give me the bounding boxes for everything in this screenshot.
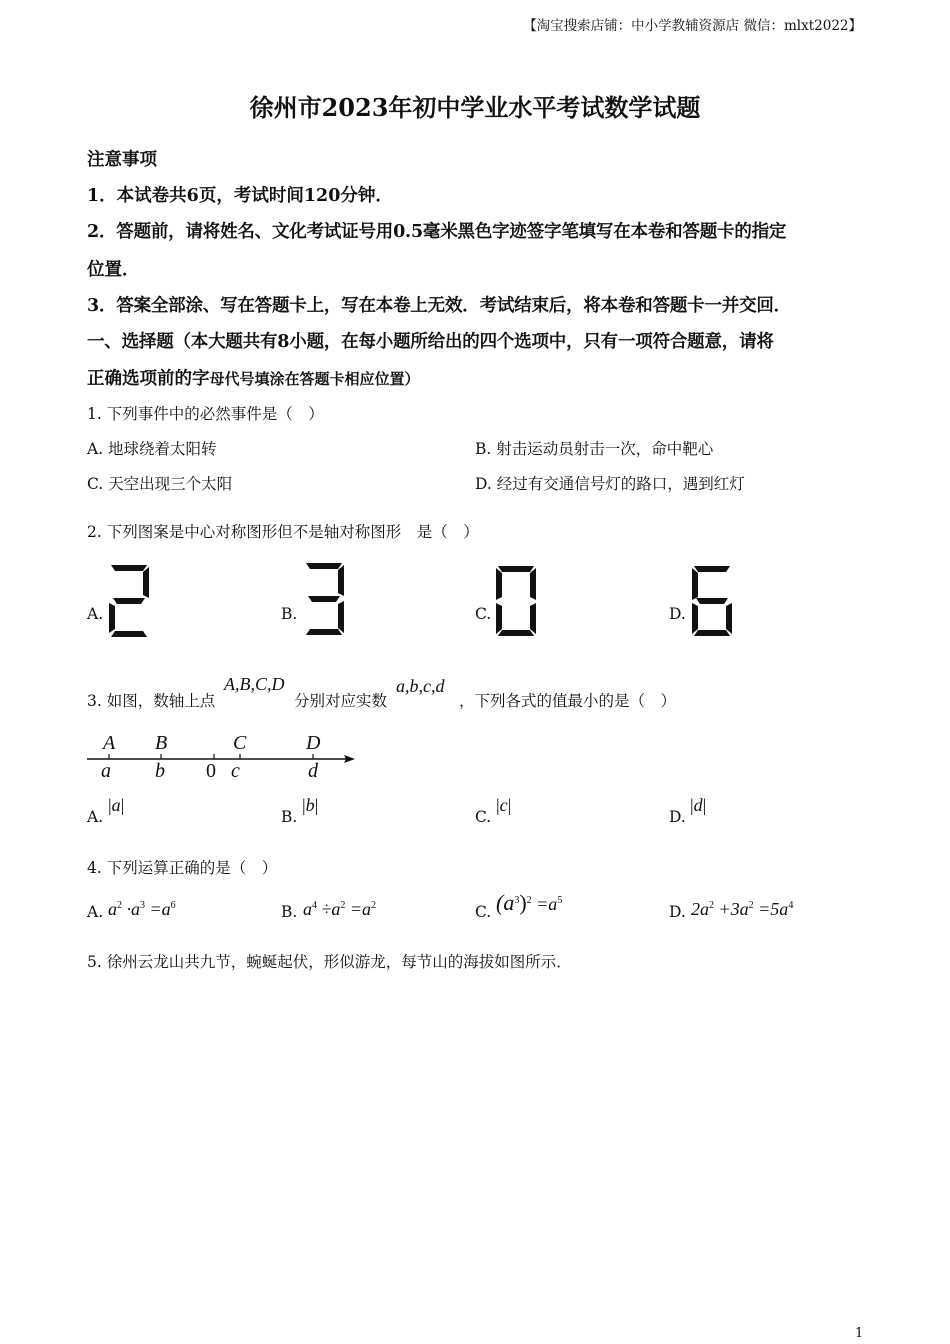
- q4d-t3: =5a: [758, 899, 789, 919]
- axis-label-A: A: [103, 732, 116, 754]
- section-heading: 一、选择题（本大题共有8小题，在每小题所给出的四个选项中，只有一项符合题意，请将: [87, 332, 774, 352]
- q1-option-c: C. 天空出现三个太阳: [87, 475, 233, 493]
- q4a-t2: ·a: [126, 899, 140, 919]
- q4-option-b-expr: [303, 899, 376, 920]
- q2-option-c-label: C.: [475, 605, 492, 623]
- q3-stem-c: ，下列各式的值最小的是（ ）: [459, 692, 677, 710]
- q1-stem: 1. 下列事件中的必然事件是（ ）: [87, 405, 324, 423]
- q4c-paren: ): [519, 890, 527, 915]
- q3-option-b-expr: |b|: [302, 795, 319, 815]
- q3-option-b-label: B.: [281, 808, 298, 826]
- q3-stem-a: 3. 如图，数轴上点: [87, 692, 216, 710]
- q4-option-c-expr: [496, 890, 562, 916]
- axis-label-d: d: [308, 760, 318, 782]
- digit-3-figure: [302, 563, 346, 635]
- q3-option-d-expr: |d|: [690, 795, 707, 815]
- axis-label-zero: 0: [206, 760, 216, 782]
- q4a-e3: 6: [170, 900, 176, 911]
- q2-stem: 2. 下列图案是中心对称图形但不是轴对称图形 是（ ）: [87, 523, 479, 541]
- axis-label-C: C: [233, 732, 247, 754]
- q4b-t1: a: [303, 899, 312, 919]
- header-note: 【淘宝搜索店铺：中小学教辅资源店 微信：mlxt2022】: [523, 18, 862, 34]
- q3-vars-label: a,b,c,d: [396, 676, 445, 696]
- q3-option-a-label: A.: [87, 808, 104, 826]
- digit-0-figure: [494, 566, 538, 636]
- q4c-t3: =a: [536, 894, 558, 914]
- q4-option-d-expr: [691, 899, 793, 920]
- q4-option-a-expr: [108, 899, 176, 920]
- q2-option-d-label: D.: [669, 605, 686, 623]
- q4-option-a-label: A.: [87, 903, 104, 921]
- q3-option-c-label: C.: [475, 808, 492, 826]
- page-number: 1: [855, 1326, 864, 1341]
- q4a-t1: a: [108, 899, 117, 919]
- page-title: 徐州市2023年初中学业水平考试数学试题: [249, 93, 701, 122]
- q4c-t1: (a: [496, 890, 515, 915]
- q3-option-b-var: b: [305, 795, 315, 815]
- q5-stem: 5. 徐州云龙山共九节，蜿蜒起伏，形似游龙，每节山的海拔如图所示．: [87, 953, 572, 971]
- digit-6-figure: [690, 566, 734, 636]
- notice-item-2-cont: 位置．: [87, 260, 140, 280]
- q4a-e2: 3: [140, 900, 145, 911]
- q1-option-b: B. 射击运动员射击一次，命中靶心: [475, 440, 714, 458]
- q3-option-c-var: c: [499, 795, 508, 815]
- section-heading-line2: [87, 365, 420, 390]
- q3-option-d-label: D.: [669, 808, 686, 826]
- q4-option-c-label: C.: [475, 903, 492, 921]
- q4-stem: 4. 下列运算正确的是（ ）: [87, 859, 278, 877]
- q3-option-a-expr: |a|: [108, 795, 125, 815]
- q1-option-a: A. 地球绕着太阳转: [87, 440, 217, 458]
- q4b-e3: 2: [371, 900, 377, 911]
- notice-heading: 注意事项: [87, 150, 157, 170]
- notice-item-2: 2．答题前，请将姓名、文化考试证号用0.5毫米黑色字迹签字笔填写在本卷和答题卡的指定: [87, 222, 787, 242]
- q2-option-a-label: A.: [87, 605, 104, 623]
- q4b-t2: ÷a: [321, 899, 341, 919]
- axis-label-D: D: [306, 732, 321, 754]
- q4c-e3: 5: [557, 895, 563, 906]
- q4d-e2: 2: [748, 900, 754, 911]
- q4b-e1: 4: [312, 900, 317, 911]
- q3-points-label: A,B,C,D: [224, 674, 285, 694]
- q4a-e1: 2: [117, 900, 122, 911]
- q4a-t3: =a: [149, 899, 171, 919]
- q2-option-b-label: B.: [281, 605, 298, 623]
- q3-stem-b: 分别对应实数: [294, 692, 388, 710]
- q4-option-d-label: D.: [669, 903, 686, 921]
- axis-label-B: B: [155, 732, 168, 754]
- q1-option-d: D. 经过有交通信号灯的路口，遇到红灯: [475, 475, 745, 493]
- section-heading-line2-a: 正确选项前的字: [87, 369, 210, 389]
- q4d-e1: 2: [709, 900, 714, 911]
- q4-option-b-label: B.: [281, 903, 298, 921]
- q3-option-d-var: d: [693, 795, 703, 815]
- notice-item-3: 3．答案全部涂、写在答题卡上，写在本卷上无效．考试结束后，将本卷和答题卡一并交回．: [87, 296, 791, 316]
- q4d-t1: 2a: [691, 899, 709, 919]
- q3-option-a-var: a: [111, 795, 121, 815]
- section-heading-line2-b: 母代号填涂在答题卡相应位置）: [209, 370, 420, 388]
- axis-label-b: b: [155, 760, 165, 782]
- q4b-t3: =a: [349, 899, 372, 919]
- q4c-e2: 2: [526, 895, 532, 906]
- digit-2-figure: [107, 565, 151, 637]
- q4c-e1: 3: [514, 895, 520, 906]
- q3-option-c-expr: |c|: [496, 795, 512, 815]
- q4d-t2: +3a: [718, 899, 749, 919]
- axis-label-c: c: [231, 760, 240, 782]
- q4d-e3: 4: [788, 900, 794, 911]
- axis-label-a: a: [101, 760, 111, 782]
- notice-item-1: 1．本试卷共6页，考试时间120分钟．: [87, 186, 393, 206]
- q4b-e2: 2: [340, 900, 346, 911]
